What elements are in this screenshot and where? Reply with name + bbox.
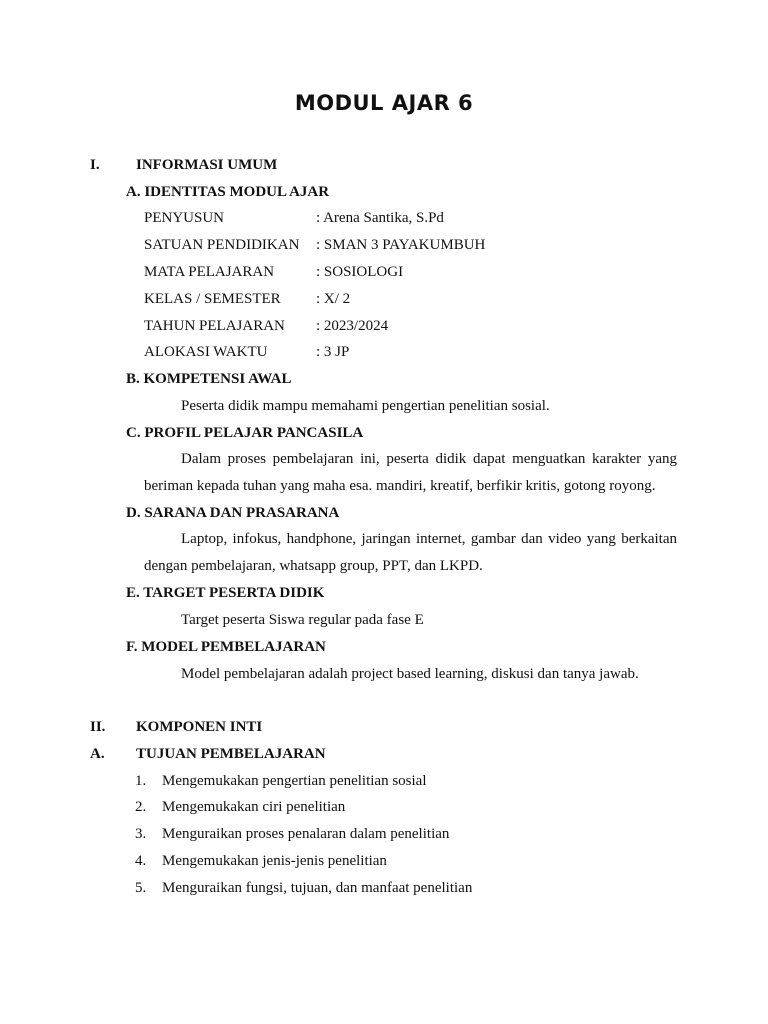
identitas-value: : SMAN 3 PAYAKUMBUH bbox=[316, 237, 486, 253]
section-1-numeral: I. bbox=[90, 157, 100, 173]
section-1-heading: INFORMASI UMUM bbox=[136, 157, 278, 173]
kompetensi-heading: B. KOMPETENSI AWAL bbox=[126, 371, 292, 387]
identitas-value: : SOSIOLOGI bbox=[316, 264, 404, 280]
identitas-value: : 3 JP bbox=[316, 344, 350, 360]
list-item-number: 5. bbox=[135, 880, 147, 896]
section-2-heading: KOMPONEN INTI bbox=[136, 719, 263, 735]
identitas-label: PENYUSUN bbox=[144, 210, 225, 226]
model-text: Model pembelajaran adalah project based learning, diskusi dan tanya jawab. bbox=[181, 666, 639, 682]
identitas-value: : 2023/2024 bbox=[316, 318, 389, 334]
list-item-number: 1. bbox=[135, 773, 147, 789]
kompetensi-text: Peserta didik mampu memahami pengertian penelitian sosial. bbox=[181, 398, 550, 414]
identitas-label: MATA PELAJARAN bbox=[144, 264, 275, 280]
list-item-text: Mengemukakan ciri penelitian bbox=[162, 799, 346, 815]
tujuan-letter: A. bbox=[90, 746, 105, 762]
profil-heading: C. PROFIL PELAJAR PANCASILA bbox=[126, 425, 364, 441]
sarana-text: Laptop, infokus, handphone, jaringan internet, gambar dan video yang berkaitan dengan pembelajaran, whatsapp group, PPT, dan LKPD. bbox=[144, 531, 677, 574]
list-item-text: Menguraikan fungsi, tujuan, dan manfaat penelitian bbox=[162, 880, 473, 896]
identitas-label: ALOKASI WAKTU bbox=[144, 344, 268, 360]
profil-text: Dalam proses pembelajaran ini, peserta didik dapat menguatkan karakter yang beriman kepada tuhan yang maha esa. mandiri, kreatif, berfikir kritis, gotong royong. bbox=[144, 451, 677, 494]
sarana-heading: D. SARANA DAN PRASARANA bbox=[126, 505, 340, 521]
target-text: Target peserta Siswa regular pada fase E bbox=[181, 612, 424, 628]
identitas-label: TAHUN PELAJARAN bbox=[144, 318, 285, 334]
identitas-value: : Arena Santika, S.Pd bbox=[316, 210, 444, 226]
target-heading: E. TARGET PESERTA DIDIK bbox=[126, 585, 325, 601]
list-item-text: Mengemukakan jenis-jenis penelitian bbox=[162, 853, 387, 869]
list-item-number: 4. bbox=[135, 853, 147, 869]
list-item-number: 3. bbox=[135, 826, 147, 842]
identitas-heading: A. IDENTITAS MODUL AJAR bbox=[126, 184, 330, 200]
list-item-text: Menguraikan proses penalaran dalam penelitian bbox=[162, 826, 450, 842]
tujuan-heading: TUJUAN PEMBELAJARAN bbox=[136, 746, 326, 762]
model-heading: F. MODEL PEMBELAJARAN bbox=[126, 639, 326, 655]
section-2-numeral: II. bbox=[90, 719, 106, 735]
identitas-label: SATUAN PENDIDIKAN bbox=[144, 237, 300, 253]
identitas-value: : X/ 2 bbox=[316, 291, 351, 307]
page-title: MODUL AJAR 6 bbox=[294, 91, 474, 115]
identitas-label: KELAS / SEMESTER bbox=[144, 291, 281, 307]
list-item-text: Mengemukakan pengertian penelitian sosial bbox=[162, 773, 427, 789]
list-item-number: 2. bbox=[135, 799, 147, 815]
